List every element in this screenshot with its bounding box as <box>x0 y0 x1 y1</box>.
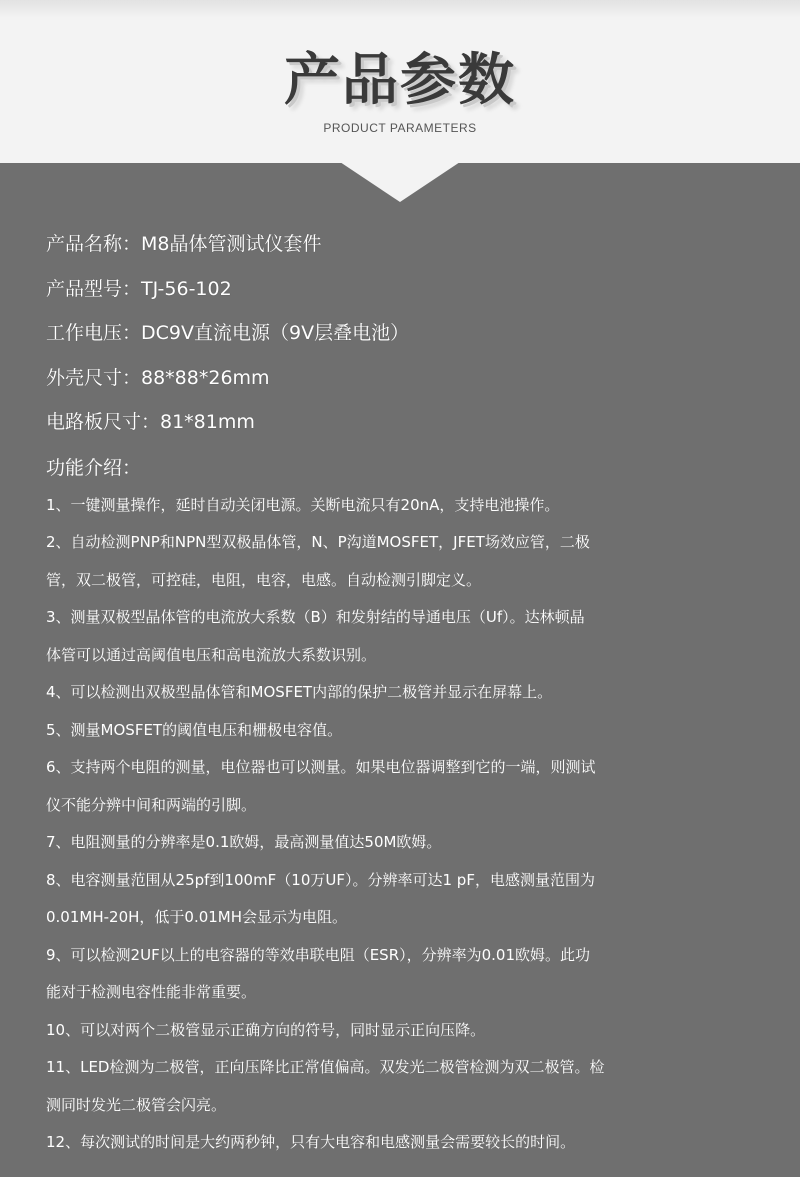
feature-line: 11、LED检测为二极管，正向压降比正常值偏高。双发光二极管检测为双二极管。检 <box>46 1058 605 1076</box>
feature-line: 测同时发光二极管会闪亮。 <box>46 1095 227 1114</box>
spec-content <box>46 233 766 1162</box>
spec-case-size: 外壳尺寸：88*88*26mm <box>46 366 270 389</box>
feature-line: 4、可以检测出双极型晶体管和MOSFET内部的保护二极管并显示在屏幕上。 <box>46 683 553 701</box>
page-title: 产品参数 <box>284 48 516 113</box>
spec-product-name: 产品名称：M8晶体管测试仪套件 <box>46 233 322 255</box>
feature-line: 管，双二极管，可控硅，电阻，电容，电感。自动检测引脚定义。 <box>46 570 482 589</box>
spec-voltage: 工作电压：DC9V直流电源（9V层叠电池） <box>46 322 410 344</box>
feature-line: 5、测量MOSFET的阈值电压和栅极电容值。 <box>46 720 343 739</box>
feature-line: 2、自动检测PNP和NPN型双极晶体管，N、P沟道MOSFET，JFET场效应管，二极 <box>46 533 590 551</box>
feature-line: 能对于检测电容性能非常重要。 <box>46 983 257 1001</box>
spec-model: 产品型号：TJ-56-102 <box>46 277 232 300</box>
spec-board-size: 电路板尺寸：81*81mm <box>46 411 255 433</box>
header-pointer <box>340 162 460 202</box>
feature-line: 9、可以检测2UF以上的电容器的等效串联电阻（ESR），分辨率为0.01欧姆。此功 <box>46 945 591 964</box>
feature-line: 1、一键测量操作，延时自动关闭电源。关断电流只有20nA，支持电池操作。 <box>46 495 560 514</box>
feature-line: 0.01MH-20H，低于0.01MH会显示为电阻。 <box>46 908 348 926</box>
feature-line: 体管可以通过高阈值电压和高电流放大系数识别。 <box>46 645 377 664</box>
page-subtitle: PRODUCT PARAMETERS <box>323 121 477 135</box>
feature-line: 仪不能分辨中间和两端的引脚。 <box>46 795 257 814</box>
feature-line: 12、每次测试的时间是大约两秒钟，只有大电容和电感测量会需要较长的时间。 <box>46 1133 576 1151</box>
feature-line: 8、电容测量范围从25pf到100mF（10万UF）。分辨率可达1 pF，电感测量范围为 <box>46 870 595 889</box>
feature-line: 10、可以对两个二极管显示正确方向的符号，同时显示正向压降。 <box>46 1020 486 1039</box>
header-banner <box>0 0 800 163</box>
feature-line: 7、电阻测量的分辨率是0.1欧姆，最高测量值达50M欧姆。 <box>46 833 442 851</box>
feature-line: 6、支持两个电阻的测量，电位器也可以测量。如果电位器调整到它的一端，则测试 <box>46 758 596 776</box>
feature-line: 3、测量双极型晶体管的电流放大系数（B）和发射结的导通电压（Uf）。达林顿晶 <box>46 608 585 626</box>
features-label: 功能介绍： <box>46 456 142 479</box>
